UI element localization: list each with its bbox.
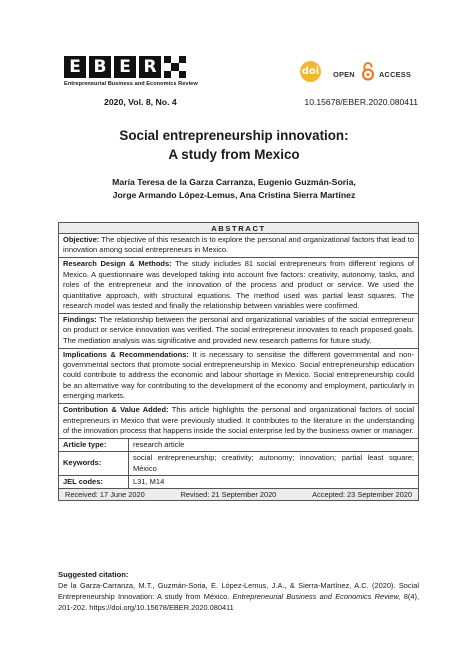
section-text: The objective of this research is to explore the personal and organizational factors that lead to innovation among social entrepreneurs in Mexico.: [63, 235, 414, 255]
doi-link[interactable]: 10.15678/EBER.2020.080411: [304, 97, 418, 107]
section-label: Objective:: [63, 235, 100, 244]
section-label: Implications & Recommendations:: [63, 349, 189, 359]
open-access-lock-icon: [361, 61, 375, 81]
revised-date: Revised: 21 September 2020: [180, 490, 277, 500]
citation-title: Suggested citation:: [58, 570, 129, 579]
logo-letter-r: R: [139, 56, 161, 78]
logo-letters: [64, 56, 214, 78]
abstract-research-design: [58, 258, 419, 314]
citation-journal: Entrepreneurial Business and Economics Review,: [232, 592, 401, 601]
abstract-box: [58, 222, 419, 501]
section-label: Research Design & Methods:: [63, 259, 172, 269]
meta-value: research article: [133, 439, 185, 449]
meta-value: L31, M14: [133, 477, 165, 487]
authors-line-1: María Teresa de la Garza Carranza, Eugenio Guzmán-Soria,: [112, 177, 356, 187]
meta-label: Keywords:: [59, 452, 129, 475]
checker-pattern-icon: [164, 56, 186, 78]
section-label: Findings:: [63, 314, 97, 324]
jel-codes-row: [58, 476, 419, 489]
abstract-header: ABSTRACT: [58, 222, 419, 234]
logo-letter-e: E: [64, 56, 86, 78]
abstract-objective: [58, 234, 419, 258]
meta-value: social entrepreneurship; creativity; autonomy; innovation; partial least square; México: [133, 453, 414, 473]
article-title-line-1: Social entrepreneurship innovation:: [119, 128, 349, 143]
keywords-row: [58, 452, 419, 476]
doi-logo-icon: doi: [300, 61, 321, 82]
journal-logo: [64, 56, 214, 96]
abstract-implications: [58, 349, 419, 405]
article-title-line-2: A study from Mexico: [168, 147, 300, 162]
received-date: Received: 17 June 2020: [65, 490, 145, 500]
accepted-date: Accepted: 23 September 2020: [312, 490, 412, 500]
issue-info: 2020, Vol. 8, No. 4: [104, 97, 177, 107]
meta-label: JEL codes:: [59, 476, 129, 488]
logo-subtitle: Entrepreneurial Business and Economics Review: [64, 81, 198, 87]
citation-body: [58, 580, 419, 613]
logo-letter-b: B: [89, 56, 111, 78]
section-label: Contribution & Value Added:: [63, 405, 169, 415]
dates-row: [58, 489, 419, 501]
citation-authors-title: De la Garza-Carranza, M.T., Guzmán-Soria, E. López-Lemus, J.A., & Sierra-Martínez, A.C. (2020). Social Entrepreneurship Innovation: A study from México.: [58, 581, 419, 601]
authors-line-2: Jorge Armando López-Lemus, Ana Cristina Sierra Martínez: [112, 190, 356, 200]
open-access-label-right: ACCESS: [379, 70, 412, 79]
abstract-findings: [58, 314, 419, 349]
section-text: It is necessary to sensitise the different governmental and non-governmental sectors that promote social entrepreneurship in Mexico. Social entrepreneurship education could contribute to address the economic and labour shortage in Mexico. Social entrepreneurship could be an alternative way for contributing to the development of the economy and employment, particularly in emerging markets.: [63, 349, 415, 401]
open-access-label-left: OPEN: [333, 70, 355, 79]
logo-letter-e: E: [114, 56, 136, 78]
abstract-contribution: [58, 404, 419, 439]
section-text: The relationship between the personal and organizational variables of the social entrepreneur on product or service innovation was verified. The social entrepreneur innovates to reach proposed goals. The mediation analysis was significative and provided new research patterns for future study.: [63, 314, 414, 345]
section-text: This article highlights the personal and organizational factors of social entrepreneurs in Mexico that were previously studied. It contributes to the literature in the understanding of the innovation process that happens inside the social enterprise led by the business owner or manager.: [63, 405, 414, 435]
citation-volume-doi[interactable]: 8(4), 201-202. https://doi.org/10.15678/EBER.2020.080411: [58, 592, 420, 612]
section-text: The study includes 81 social entrepreneurs from different regions of Mexico. A questionnaire was developed taking into account five factors: creativity, autonomy, tasks, and roles of the entrepreneur and the innovation of the process and product or service. We used the quantitative approach, with structural equations. The method used was partial least squares. The research model was tested and finally the relationship between variables were confirmed.: [63, 259, 414, 310]
article-type-row: [58, 439, 419, 452]
meta-label: Article type:: [59, 439, 129, 451]
